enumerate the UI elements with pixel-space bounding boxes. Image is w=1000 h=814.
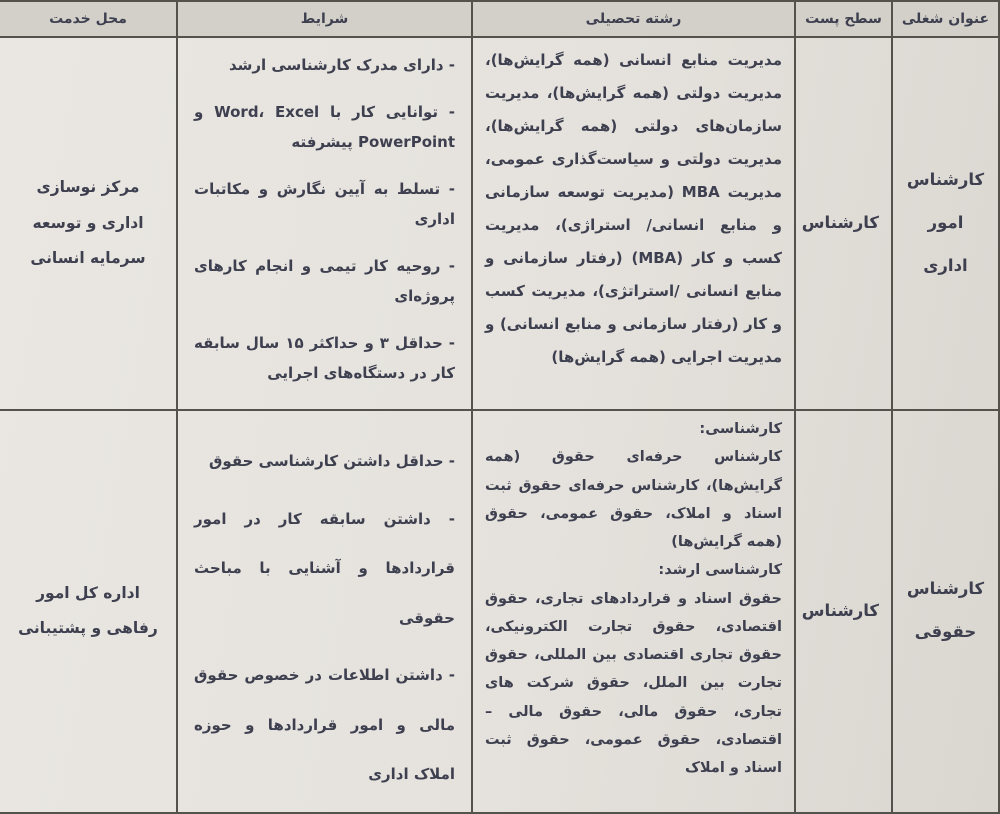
field-of-study-heading: کارشناسی ارشد: — [658, 562, 782, 579]
cell-job-title: کارشناس امور اداری — [892, 37, 999, 410]
col-header-post-level: سطح پست — [795, 1, 892, 37]
col-header-conditions: شرایط — [177, 1, 472, 37]
condition-item: - توانایی کار با Word، Excel و PowerPoint پیشرفته — [194, 103, 456, 151]
cell-post-level: کارشناس — [795, 37, 892, 410]
cell-job-title: کارشناس حقوقی — [892, 410, 999, 813]
cell-post-level: کارشناس — [795, 410, 892, 813]
cell-field-of-study — [472, 37, 795, 410]
cell-conditions — [177, 37, 472, 410]
cell-conditions — [177, 410, 472, 813]
col-header-service-location: محل خدمت — [0, 1, 177, 37]
field-of-study-paragraph: مدیریت منابع انسانی (همه گرایش‌ها)، مدیریت دولتی (همه گرایش‌ها)، مدیریت سازمان‌های دولتی (همه گرایش‌ها)، مدیریت دولتی و سیاست‌گذاری عمومی، مدیریت MBA (مدیریت توسعه سازمانی و منابع انسانی/ استراژی)، مدیریت کسب و کار (MBA) (رفتار سازمانی و منابع انسانی /استراتژی)، مدیریت کسب و کار (رفتار سازمانی و منابع انسانی) و مدیریت اجرایی (همه گرایش‌ها) — [485, 51, 782, 366]
field-of-study-paragraph: حقوق اسناد و قراردادهای تجاری، حقوق اقتصادی، حقوق تجارت الکترونیکی، حقوق تجاری اقتصادی بین المللی، حقوق تجارت بین الملل، حقوق شرکت های تجاری، حقوق مالی، حقوق مالی – اقتصادی، حقوق عمومی، حقوق ثبت اسناد و املاک — [485, 590, 782, 777]
col-header-job-title: عنوان شغلی — [892, 1, 999, 37]
table-body — [0, 37, 999, 813]
condition-item: - داشتن سابقه کار در امور قراردادها و آشنایی با مباحث حقوقی — [194, 509, 455, 627]
condition-item: - تسلط به آیین نگارش و مکاتبات اداری — [194, 180, 455, 228]
table-header — [0, 1, 999, 37]
condition-item: - حداقل ۳ و حداکثر ۱۵ سال سابقه کار در دستگاه‌های اجرایی — [194, 334, 455, 382]
header-row — [0, 1, 999, 37]
cell-service-location: اداره کل امور رفاهی و پشتیبانی — [0, 410, 177, 813]
field-of-study-heading: کارشناسی: — [699, 421, 782, 437]
table-row-legal-expert — [0, 410, 999, 813]
cell-service-location: مرکز نوسازی اداری و توسعه سرمایه انسانی — [0, 37, 177, 410]
col-header-field-of-study: رشته تحصیلی — [472, 1, 795, 37]
table-row-admin-affairs-expert — [0, 37, 999, 410]
condition-item: - داشتن اطلاعات در خصوص حقوق مالی و امور قراردادها و حوزه املاک اداری — [194, 666, 455, 783]
condition-item: - حداقل داشتن کارشناسی حقوق — [209, 452, 455, 470]
condition-item: - دارای مدرک کارشناسی ارشد — [228, 56, 455, 74]
field-of-study-paragraph: کارشناس حرفه‌ای حقوق (همه گرایش‌ها)، کارشناس حرفه‌ای حقوق ثبت اسناد و املاک، حقوق عمومی، حقوق (همه گرایش‌ها) — [485, 449, 782, 551]
cell-field-of-study — [472, 410, 795, 813]
condition-item: - روحیه کار تیمی و انجام کارهای پروژه‌ای — [194, 257, 455, 305]
